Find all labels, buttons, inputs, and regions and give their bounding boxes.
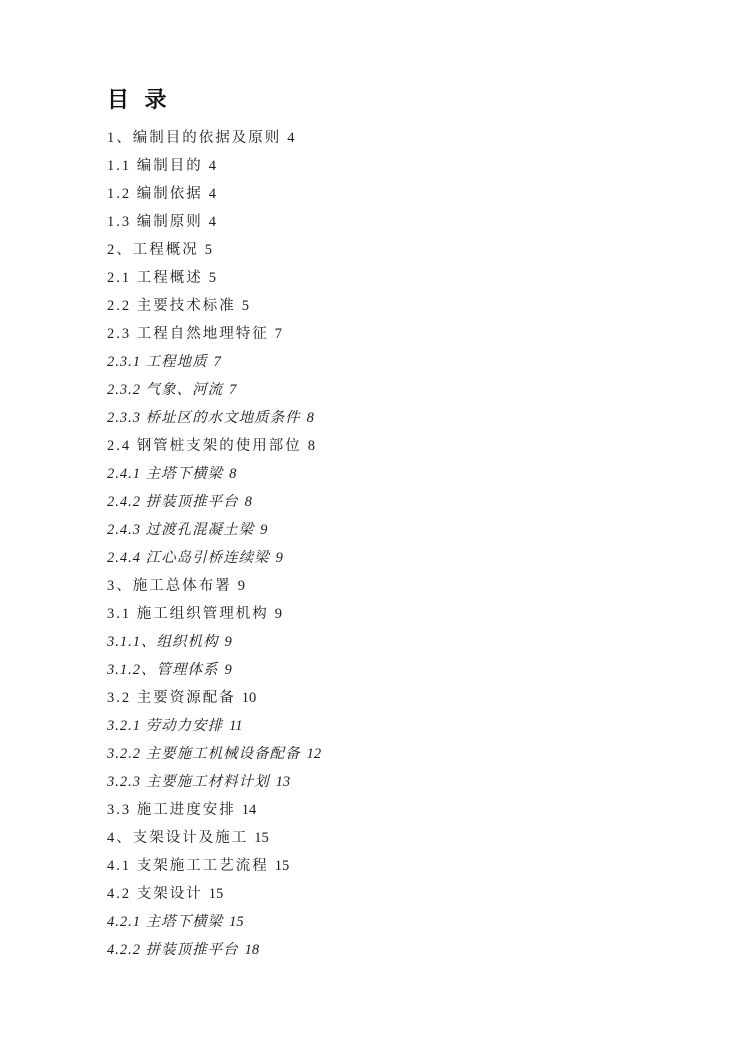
toc-entry-page: 4 [208, 186, 216, 202]
toc-entry [107, 376, 684, 404]
toc-entry [107, 684, 684, 712]
toc-entry-page: 9 [237, 578, 245, 594]
toc-entry-label: 3、施工总体布署 [107, 578, 232, 594]
toc-entry [107, 320, 684, 348]
toc-entry [107, 852, 684, 880]
toc-entry-label: 4.1 支架施工工艺流程 [107, 858, 269, 874]
toc-entry [107, 880, 684, 908]
toc-entry-label: 2.4.4 江心岛引桥连续梁 [107, 550, 270, 566]
toc-entry-label: 3.2.1 劳动力安排 [107, 718, 224, 734]
toc-entry-page: 8 [244, 494, 252, 510]
toc-entry-label: 3.2.3 主要施工材料计划 [107, 774, 270, 790]
toc-entry [107, 208, 684, 236]
toc-entry [107, 740, 684, 768]
toc-entry-page: 11 [229, 718, 243, 734]
toc-entry-page: 15 [229, 914, 244, 930]
toc-entry-label: 3.3 施工进度安排 [107, 802, 236, 818]
toc-entry [107, 908, 684, 936]
toc-entry-page: 5 [241, 298, 249, 314]
toc-entry [107, 768, 684, 796]
toc-title: 目 录 [107, 87, 172, 112]
toc-entry-label: 2.1 工程概述 [107, 270, 203, 286]
toc-entry-label: 2.2 主要技术标准 [107, 298, 236, 314]
toc-entry-page: 15 [274, 858, 290, 874]
toc-entry [107, 572, 684, 600]
toc-entry [107, 712, 684, 740]
toc-entry-page: 4 [208, 158, 216, 174]
toc-entry-label: 1.2 编制依据 [107, 186, 203, 202]
toc-entry [107, 236, 684, 264]
toc-list [107, 124, 684, 964]
toc-entry-page: 9 [275, 550, 283, 566]
toc-entry-page: 9 [224, 634, 232, 650]
toc-entry [107, 628, 684, 656]
toc-entry [107, 488, 684, 516]
toc-entry-page: 4 [287, 130, 295, 146]
toc-entry [107, 348, 684, 376]
toc-entry [107, 432, 684, 460]
toc-entry [107, 824, 684, 852]
toc-entry-page: 5 [204, 242, 212, 258]
toc-entry-label: 3.1 施工组织管理机构 [107, 606, 269, 622]
toc-entry [107, 516, 684, 544]
toc-entry [107, 936, 684, 964]
toc-entry-page: 13 [275, 774, 291, 790]
toc-entry-label: 3.2.2 主要施工机械设备配备 [107, 746, 301, 762]
toc-entry-page: 4 [208, 214, 216, 230]
toc-entry-label: 2.3.2 气象、河流 [107, 382, 224, 398]
toc-entry-label: 3.1.2、管理体系 [107, 662, 219, 678]
toc-entry-label: 2.3 工程自然地理特征 [107, 326, 269, 342]
toc-entry-page: 12 [306, 746, 322, 762]
toc-entry-page: 8 [229, 466, 237, 482]
toc-entry [107, 796, 684, 824]
toc-entry-label: 1.1 编制目的 [107, 158, 203, 174]
toc-entry [107, 124, 684, 152]
toc-entry [107, 264, 684, 292]
toc-entry-label: 2.4.3 过渡孔混凝土梁 [107, 522, 255, 538]
toc-entry-page: 18 [244, 942, 260, 958]
toc-entry-label: 3.2 主要资源配备 [107, 690, 236, 706]
toc-entry [107, 656, 684, 684]
toc-entry-page: 15 [208, 886, 224, 902]
toc-entry [107, 404, 684, 432]
toc-entry-label: 4、支架设计及施工 [107, 830, 249, 846]
toc-entry-label: 2.3.3 桥址区的水文地质条件 [107, 410, 301, 426]
toc-entry [107, 152, 684, 180]
toc-entry-page: 8 [306, 410, 314, 426]
toc-entry-page: 15 [254, 830, 269, 846]
toc-entry-label: 4.2.1 主塔下横梁 [107, 914, 224, 930]
toc-entry [107, 292, 684, 320]
toc-entry-label: 2.4 钢管桩支架的使用部位 [107, 438, 302, 454]
toc-entry-page: 14 [241, 802, 257, 818]
toc-entry-page: 9 [274, 606, 282, 622]
toc-entry-page: 5 [208, 270, 216, 286]
toc-entry-page: 8 [307, 438, 315, 454]
toc-entry-page: 10 [241, 690, 257, 706]
toc-entry-page: 9 [224, 662, 232, 678]
toc-entry [107, 544, 684, 572]
toc-entry-page: 7 [213, 354, 221, 370]
toc-entry-label: 2.3.1 工程地质 [107, 354, 208, 370]
toc-entry-label: 2、工程概况 [107, 242, 199, 258]
toc-entry-label: 4.2 支架设计 [107, 886, 203, 902]
toc-entry-label: 3.1.1、组织机构 [107, 634, 219, 650]
toc-entry [107, 460, 684, 488]
toc-entry [107, 600, 684, 628]
toc-entry-label: 2.4.1 主塔下横梁 [107, 466, 224, 482]
toc-entry-label: 1、编制目的依据及原则 [107, 130, 282, 146]
toc-entry-page: 7 [274, 326, 282, 342]
toc-entry [107, 180, 684, 208]
toc-entry-label: 1.3 编制原则 [107, 214, 203, 230]
toc-entry-label: 4.2.2 拼装顶推平台 [107, 942, 239, 958]
toc-entry-page: 9 [260, 522, 268, 538]
toc-entry-page: 7 [229, 382, 237, 398]
toc-entry-label: 2.4.2 拼装顶推平台 [107, 494, 239, 510]
